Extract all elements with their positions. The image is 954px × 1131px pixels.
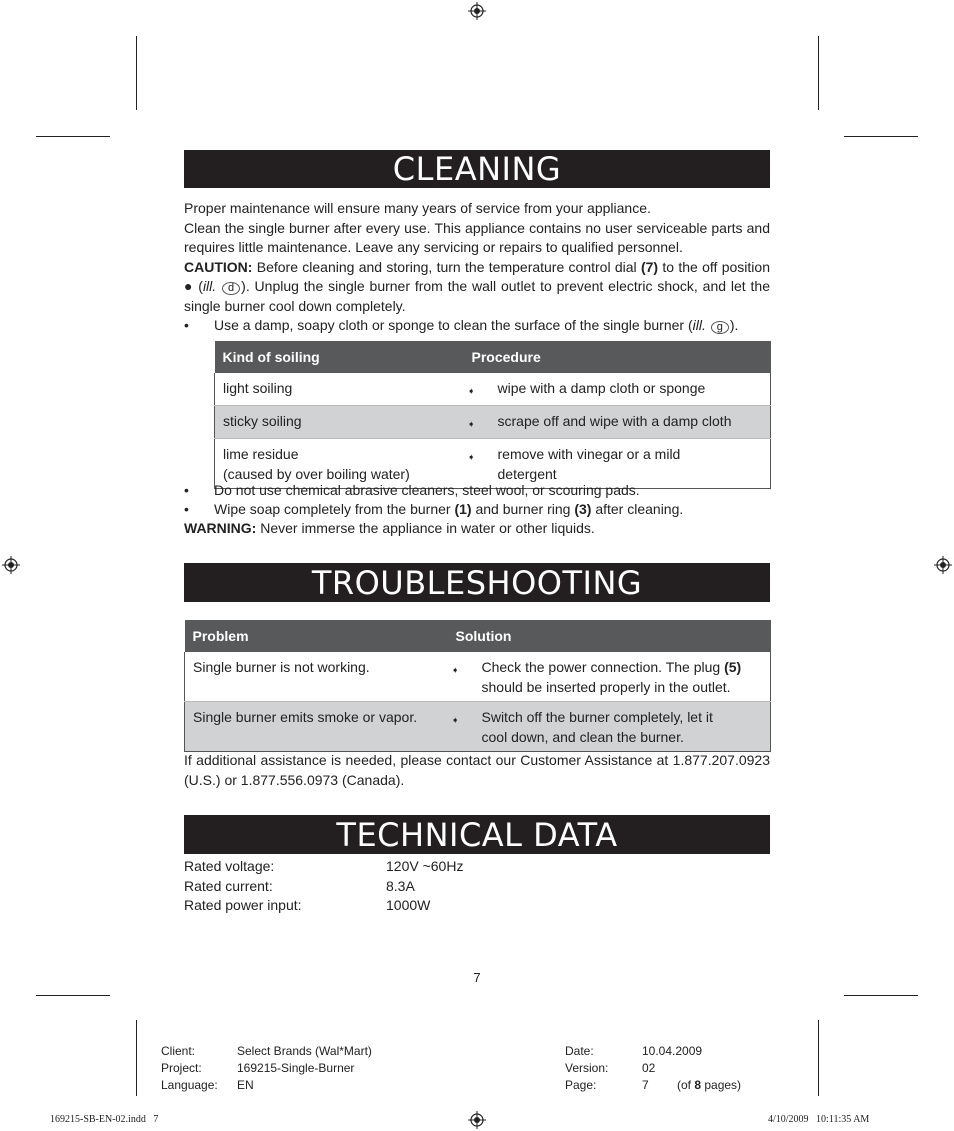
footer-label: Page: [565, 1078, 597, 1092]
footer-label: Date: [565, 1044, 594, 1058]
caution-text: Before cleaning and storing, turn the temperature control dial [252, 258, 641, 275]
tech-label: Rated current: [184, 877, 273, 894]
table-header: Solution [448, 620, 771, 652]
table-header: Procedure [464, 341, 771, 373]
footer-label: Project: [161, 1061, 202, 1075]
cell-line: detergent [497, 466, 557, 482]
arrow-bullet-icon: ➧ [448, 652, 474, 702]
tech-value: 120V ~60Hz [386, 858, 464, 874]
table-header: Kind of soiling [215, 341, 464, 373]
table-cell: light soiling [215, 373, 464, 406]
table-cell: Single burner emits smoke or vapor. [185, 702, 448, 752]
footer-text: (of [677, 1078, 695, 1092]
bullet-text: ). [729, 317, 739, 333]
registration-mark-icon [468, 2, 486, 20]
cell-line: Check the power connection. The plug [481, 659, 725, 675]
troubleshooting-table [184, 620, 771, 752]
cleaning-intro: Proper maintenance will ensure many years of service from your appliance. [184, 200, 651, 216]
footer-value: 7 [642, 1078, 649, 1092]
caution-text: ). Unplug the single burner from the wall outlet to prevent electric shock, and let the single burner cool down completely. [184, 278, 770, 314]
footer-value: 10.04.2009 [642, 1044, 703, 1058]
cleaning-paragraph: Clean the single burner after every use. This appliance contains no user serviceable parts and requires little maintenance. Leave any servicing or repairs to qualified personnel. [184, 219, 770, 255]
illustration-ref: ill. [692, 317, 706, 333]
cell-line: lime residue [223, 446, 299, 462]
slug-timestamp: 4/10/2009 10:11:35 AM [768, 1114, 870, 1125]
table-cell [474, 702, 771, 752]
cleaning-heading: CLEANING [184, 150, 770, 188]
arrow-bullet-icon: ➧ [464, 439, 490, 489]
table-cell: scrape off and wipe with a damp cloth [490, 406, 771, 439]
technical-data-heading: TECHNICAL DATA [184, 815, 770, 854]
bullet-text: Use a damp, soapy cloth or sponge to clean the surface of the single burner ( [214, 317, 693, 333]
crop-mark [818, 36, 819, 110]
table-cell [474, 652, 771, 702]
footer-value: 02 [642, 1061, 656, 1075]
caution-paragraph [184, 258, 770, 317]
bullet-text: and burner ring [471, 501, 575, 517]
bullet-text: Wipe soap completely from the burner [214, 501, 455, 517]
part-number: (3) [574, 501, 592, 517]
footer-label: Language: [161, 1078, 218, 1092]
cell-line: (caused by over boiling water) [223, 466, 410, 482]
warning-text: Never immerse the appliance in water or other liquids. [256, 520, 595, 536]
table-row [215, 373, 771, 406]
footer-value: Select Brands (Wal*Mart) [237, 1044, 372, 1058]
crop-mark [844, 995, 918, 996]
assistance-paragraph: If additional assistance is needed, please contact our Customer Assistance at 1.877.207.0923 (U.S.) or 1.877.556.0973 (Canada). [184, 752, 770, 788]
table-row [185, 702, 771, 752]
crop-mark [36, 995, 110, 996]
crop-mark [844, 136, 918, 137]
slug-filename: 169215-SB-EN-02.indd 7 [50, 1114, 159, 1125]
caution-label: CAUTION: [184, 258, 253, 275]
crop-mark [136, 1020, 137, 1096]
part-number: (5) [724, 659, 742, 675]
footer-value: EN [237, 1078, 254, 1092]
bullet-text: after cleaning. [591, 501, 684, 517]
soiling-table [214, 341, 771, 489]
footer-label: Version: [565, 1061, 609, 1075]
table-cell: sticky soiling [215, 406, 464, 439]
table-row [215, 406, 771, 439]
arrow-bullet-icon: ➧ [464, 406, 490, 439]
troubleshooting-heading: TROUBLESHOOTING [184, 563, 770, 602]
tech-value: 1000W [386, 897, 431, 913]
part-number: (7) [640, 258, 659, 275]
crop-mark [36, 136, 110, 137]
crop-mark [818, 1020, 819, 1096]
registration-mark-icon [468, 1111, 486, 1129]
part-number: (1) [454, 501, 472, 517]
registration-mark-icon [934, 556, 952, 574]
warning-label: WARNING: [184, 520, 257, 536]
tech-label: Rated power input: [184, 897, 302, 913]
footer-page-count [677, 1077, 741, 1094]
table-cell: Single burner is not working. [185, 652, 448, 702]
warning-paragraph [184, 519, 770, 539]
table-header: Problem [185, 620, 448, 652]
footer-text: pages) [701, 1078, 742, 1092]
footer-value: 169215-Single-Burner [237, 1061, 355, 1075]
arrow-bullet-icon: ➧ [464, 373, 490, 406]
table-row [185, 652, 771, 702]
table-cell: wipe with a damp cloth or sponge [490, 373, 771, 406]
bullet-text: Do not use chemical abrasive cleaners, steel wool, or scouring pads. [214, 482, 640, 498]
tech-value: 8.3A [386, 877, 415, 894]
cell-line: remove with vinegar or a mild [497, 446, 681, 462]
cell-line: Switch off the burner completely, let it [481, 709, 713, 725]
arrow-bullet-icon: ➧ [448, 702, 474, 752]
illustration-ref: ill. [202, 278, 217, 294]
cell-line: should be inserted properly in the outlet. [481, 679, 731, 695]
illustration-letter-icon: g [711, 321, 729, 334]
tech-label: Rated voltage: [184, 858, 275, 874]
footer-total: 8 [694, 1078, 702, 1092]
crop-mark [136, 36, 137, 110]
caution-text: to the off position ● ( [184, 258, 770, 294]
illustration-letter-icon: d [222, 282, 240, 295]
footer-label: Client: [161, 1044, 196, 1058]
registration-mark-icon [2, 556, 20, 574]
page-number: 7 [473, 970, 481, 985]
cell-line: cool down, and clean the burner. [481, 729, 684, 745]
